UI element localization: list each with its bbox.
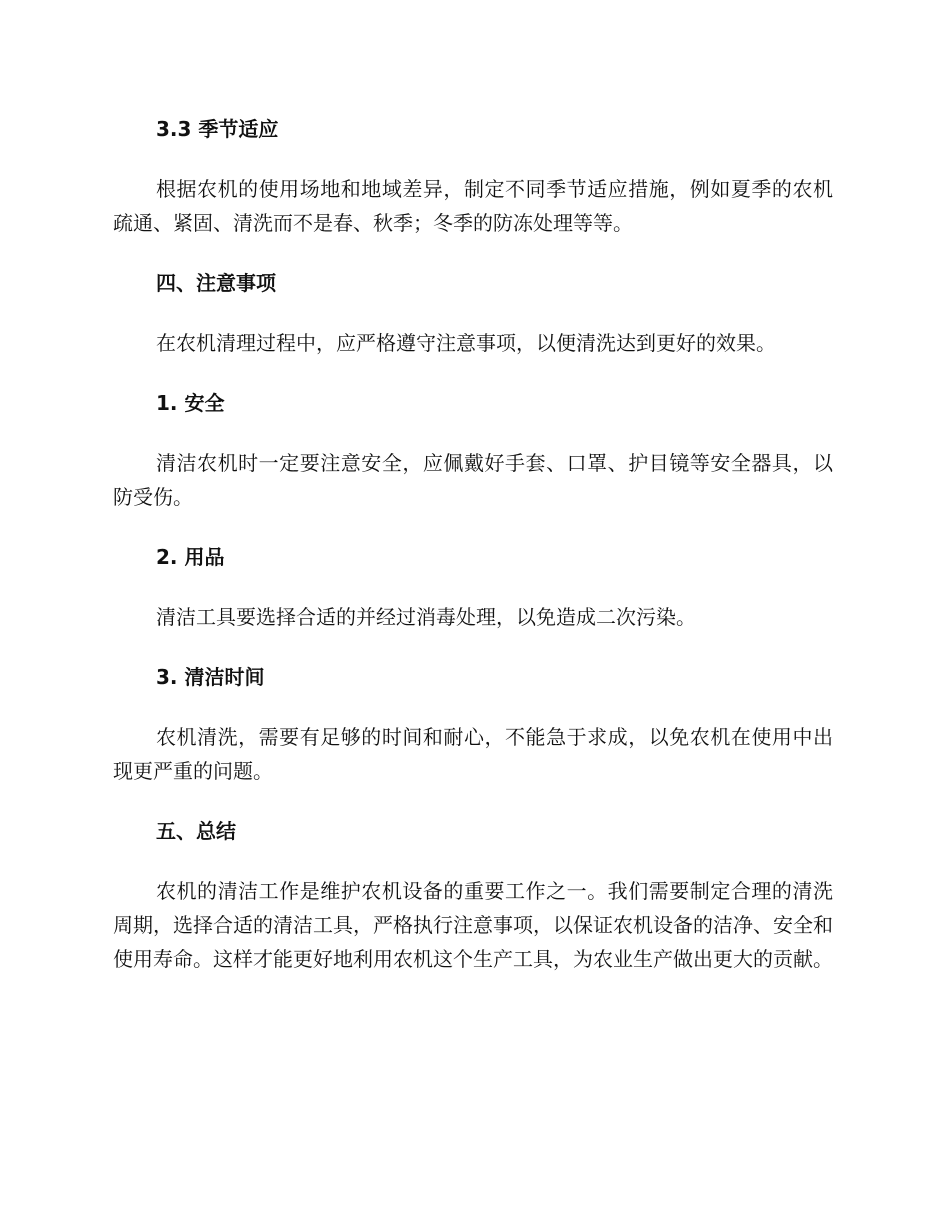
item-heading-3: 3. 清洁时间 (156, 665, 265, 689)
section-heading-4: 四、注意事项 (156, 271, 276, 295)
item-heading-1: 1. 安全 (156, 391, 225, 415)
document-content (113, 112, 833, 976)
item-paragraph-1: 清洁农机时一定要注意安全，应佩戴好手套、口罩、护目镜等安全器具，以防受伤。 (113, 451, 833, 509)
item-heading-2: 2. 用品 (156, 545, 225, 569)
item-paragraph-2: 清洁工具要选择合适的并经过消毒处理，以免造成二次污染。 (156, 605, 696, 629)
item-paragraph-3: 农机清洗，需要有足够的时间和耐心，不能急于求成，以免农机在使用中出现更严重的问题。 (113, 725, 833, 783)
section-paragraph-3-3: 根据农机的使用场地和地域差异，制定不同季节适应措施，例如夏季的农机疏通、紧固、清洗而不是春、秋季；冬季的防冻处理等等。 (113, 177, 833, 235)
section-heading-5: 五、总结 (156, 819, 236, 843)
section-paragraph-5: 农机的清洁工作是维护农机设备的重要工作之一。我们需要制定合理的清洗周期，选择合适的清洁工具，严格执行注意事项，以保证农机设备的洁净、安全和使用寿命。这样才能更好地利用农机这个生产工具，为农业生产做出更大的贡献。 (113, 879, 833, 971)
section-paragraph-4: 在农机清理过程中，应严格遵守注意事项，以便清洗达到更好的效果。 (156, 331, 776, 355)
section-heading-3-3: 3.3 季节适应 (156, 117, 279, 141)
